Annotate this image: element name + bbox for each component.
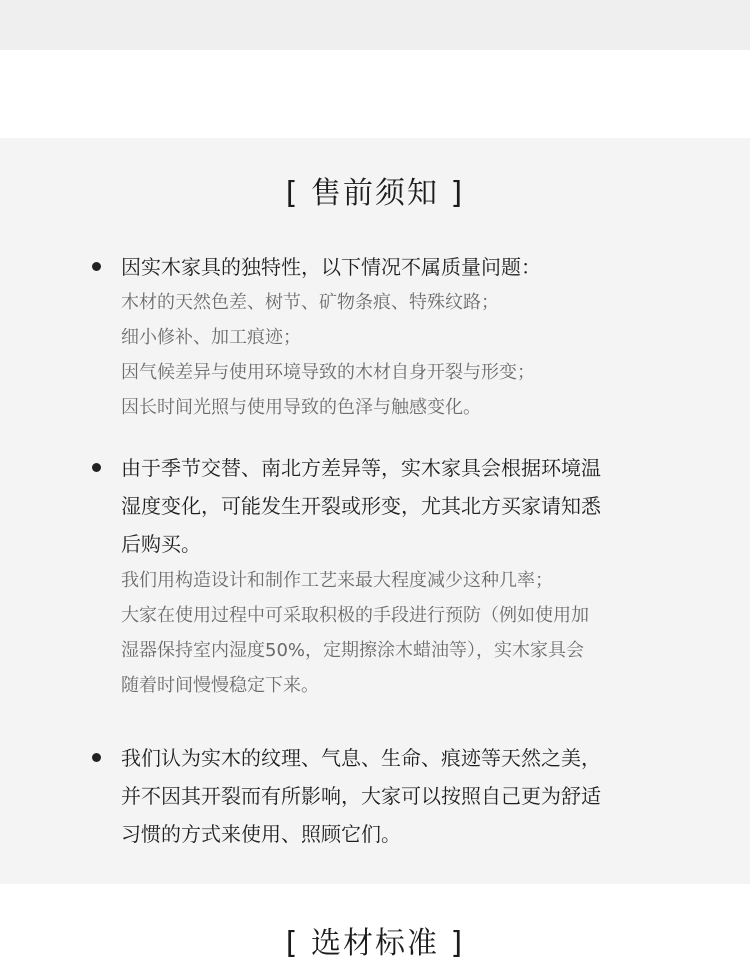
bullet-dot: [92, 753, 101, 762]
bullet-dot: [92, 262, 101, 271]
notice-item-2-line-1: 由于季节交替、南北方差异等，实木家具会根据环境温: [121, 456, 601, 480]
section-spacer: [0, 50, 750, 138]
notice-item-1-detail-1: 木材的天然色差、树节、矿物条痕、特殊纹路；: [121, 292, 499, 313]
notice-item-2-detail-2: 大家在使用过程中可采取积极的手段进行预防（例如使用加: [121, 605, 589, 626]
notice-item-2-detail-1: 我们用构造设计和制作工艺来最大程度减少这种几率；: [121, 570, 553, 591]
notice-item-1-detail-4: 因长时间光照与使用导致的色泽与触感变化。: [121, 397, 481, 418]
notice-item-2-line-3: 后购买。: [121, 532, 201, 556]
notice-item-1-detail-2: 细小修补、加工痕迹；: [121, 327, 301, 348]
notice-item-2-line-2: 湿度变化，可能发生开裂或形变，尤其北方买家请知悉: [121, 494, 601, 518]
notice-item-1-detail-3: 因气候差异与使用环境导致的木材自身开裂与形变；: [121, 362, 535, 383]
notice-item-1-heading: 因实木家具的独特性，以下情况不属质量问题：: [121, 255, 541, 279]
top-image-band: [0, 0, 750, 50]
notice-item-2-detail-3: 湿器保持室内湿度50%，定期擦涂木蜡油等），实木家具会: [121, 640, 585, 661]
notice-item-3-line-2: 并不因其开裂而有所影响，大家可以按照自己更为舒适: [121, 784, 601, 808]
notice-item-3-line-3: 习惯的方式来使用、照顾它们。: [121, 822, 401, 846]
next-section-title: [ 选材标准 ]: [285, 926, 465, 961]
notice-item-3-line-1: 我们认为实木的纹理、气息、生命、痕迹等天然之美，: [121, 746, 601, 770]
presale-notice-section: [0, 138, 750, 884]
bullet-dot: [92, 463, 101, 472]
section-title: [ 售前须知 ]: [285, 176, 465, 211]
notice-item-2-detail-4: 随着时间慢慢稳定下来。: [121, 675, 319, 696]
